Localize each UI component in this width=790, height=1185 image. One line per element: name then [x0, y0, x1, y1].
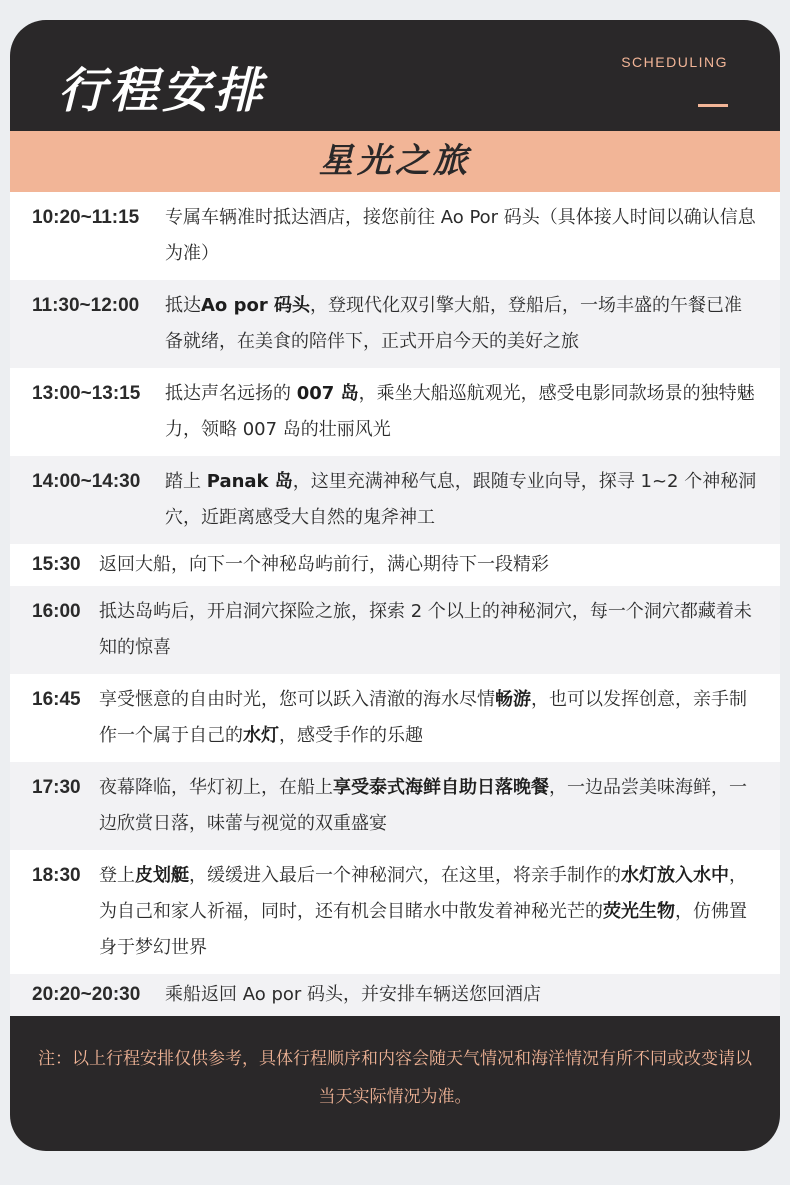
schedule-time: 14:00~14:30	[32, 471, 141, 492]
description-text: 乘船返回 Ao por 码头，并安排车辆送您回酒店	[165, 984, 542, 1005]
schedule-description	[99, 770, 758, 842]
description-text: ，登现代化双引擎大船，登船后，一场丰盛的午餐已准备就绪，在美食的陪伴下，正式开启今天的美好之旅	[165, 295, 742, 352]
description-text: 专属车辆准时抵达酒店，接您前往 Ao Por 码头（具体接人时间以确认信息为准）	[165, 207, 756, 264]
highlight-text: 007 岛	[296, 383, 359, 404]
schedule-time: 18:30	[32, 865, 81, 886]
description-text: ，仿佛置身于梦幻世界	[99, 901, 747, 958]
footer-note: 注：以上行程安排仅供参考，具体行程顺序和内容会随天气情况和海洋情况有所不同或改变请以当天实际情况为准。	[38, 1049, 752, 1107]
highlight-text: 皮划艇	[135, 865, 189, 886]
schedule-description	[165, 288, 758, 360]
schedule-time: 13:00~13:15	[32, 383, 141, 404]
description-text: ，这里充满神秘气息，跟随专业向导，探寻 1~2 个神秘洞穴，近距离感受大自然的鬼斧神工	[165, 471, 757, 528]
description-text: ，一边品尝美味海鲜，一边欣赏日落，味蕾与视觉的双重盛宴	[99, 777, 747, 834]
description-text: 踏上	[165, 471, 207, 492]
schedule-time: 16:45	[32, 689, 81, 710]
schedule-time: 20:20~20:30	[32, 984, 141, 1005]
description-text: ，为自己和家人祈福，同时，还有机会目睹水中散发着神秘光芒的	[99, 865, 747, 922]
description-text: ，也可以发挥创意，亲手制作一个属于自己的	[99, 689, 747, 746]
page-title: 行程安排	[58, 63, 267, 119]
description-text: ，感受手作的乐趣	[279, 725, 423, 746]
description-text: 返回大船，向下一个神秘岛屿前行，满心期待下一段精彩	[99, 554, 549, 575]
schedule-row	[10, 586, 780, 674]
schedule-description	[99, 547, 758, 583]
schedule-row	[10, 280, 780, 368]
description-text: 登上	[99, 865, 135, 886]
highlight-text: 享受泰式海鲜自助日落晚餐	[333, 777, 549, 798]
schedule-row	[10, 192, 780, 280]
header	[10, 20, 780, 131]
description-text: ，缓缓进入最后一个神秘洞穴，在这里，将亲手制作的	[189, 865, 621, 886]
schedule-row	[10, 368, 780, 456]
schedule-row	[10, 850, 780, 974]
highlight-text: 荧光生物	[603, 901, 675, 922]
schedule-description	[165, 200, 758, 272]
highlight-text: 水灯放入水中	[621, 865, 729, 886]
schedule-time: 10:20~11:15	[32, 207, 140, 228]
description-text: 抵达声名远扬的	[165, 383, 297, 404]
schedule-time: 15:30	[32, 554, 81, 575]
accent-dash	[698, 104, 728, 107]
schedule-row	[10, 762, 780, 850]
itinerary-card	[10, 20, 780, 1151]
description-text: 抵达	[165, 295, 201, 316]
description-text: ，乘坐大船巡航观光，感受电影同款场景的独特魅力，领略 007 岛的壮丽风光	[165, 383, 755, 440]
description-text: 夜幕降临，华灯初上，在船上	[99, 777, 333, 798]
schedule-row	[10, 456, 780, 544]
schedule-description	[165, 977, 758, 1013]
highlight-text: Panak 岛	[206, 471, 293, 492]
schedule-description	[99, 594, 758, 666]
highlight-text: 水灯	[243, 725, 279, 746]
schedule-row	[10, 544, 780, 586]
highlight-text: 畅游	[495, 689, 531, 710]
highlight-text: Ao por 码头	[201, 295, 310, 316]
schedule-description	[99, 858, 758, 966]
schedule-description	[165, 464, 758, 536]
description-text: 抵达岛屿后，开启洞穴探险之旅，探索 2 个以上的神秘洞穴，每一个洞穴都藏着未知的惊喜	[99, 601, 752, 658]
description-text: 享受惬意的自由时光，您可以跃入清澈的海水尽情	[99, 689, 495, 710]
page-subtitle: SCHEDULING	[621, 54, 728, 70]
schedule-time: 16:00	[32, 601, 81, 622]
schedule-row	[10, 974, 780, 1016]
schedule-time: 11:30~12:00	[32, 295, 140, 316]
schedule-list	[10, 192, 780, 1016]
schedule-time: 17:30	[32, 777, 81, 798]
schedule-description	[99, 682, 758, 754]
schedule-description	[165, 376, 758, 448]
tour-banner: 星光之旅	[10, 131, 780, 192]
schedule-row	[10, 674, 780, 762]
